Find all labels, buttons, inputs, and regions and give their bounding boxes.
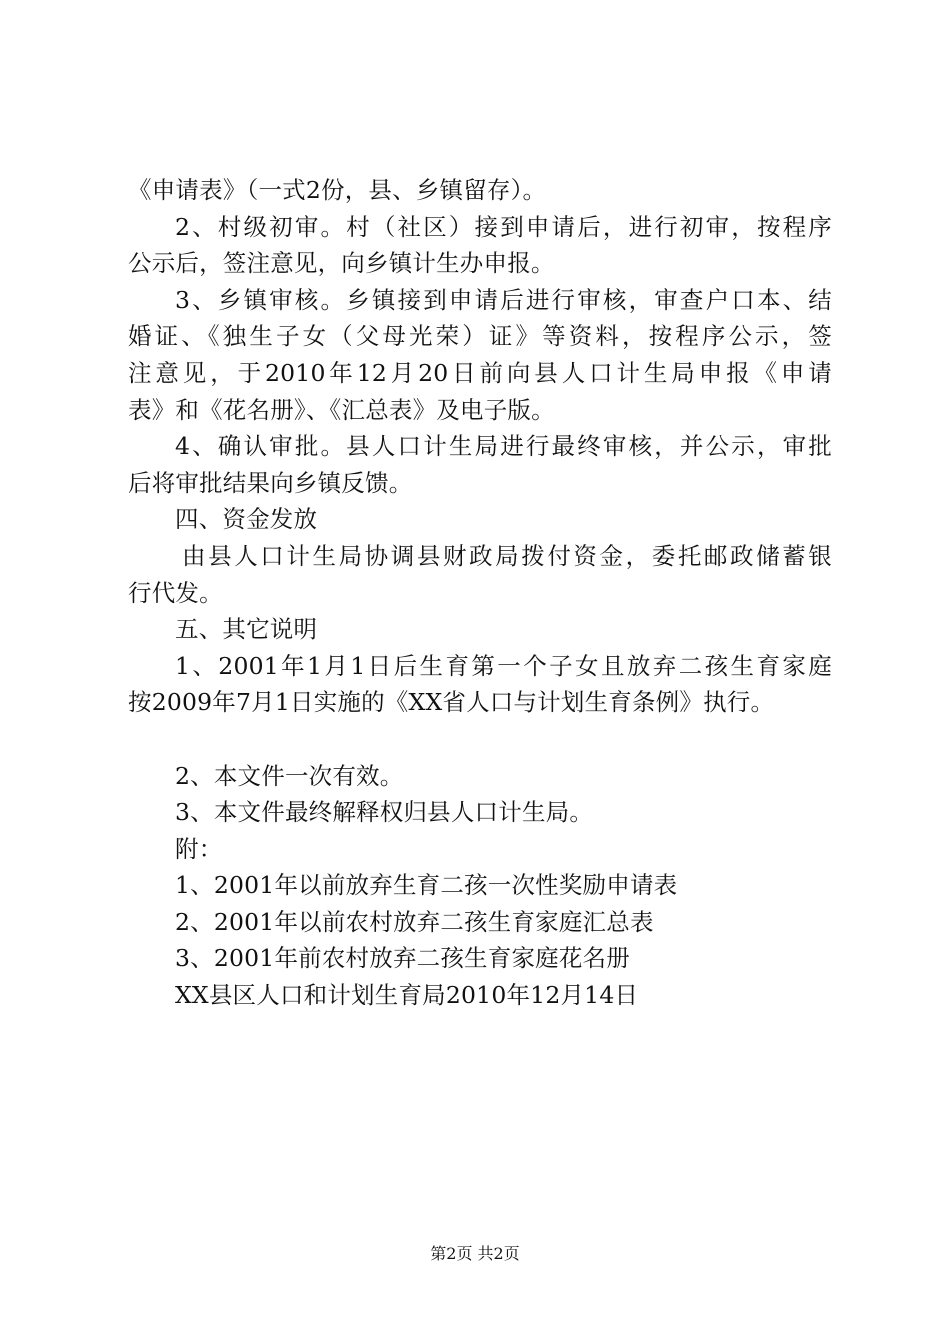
section-heading: 五、其它说明	[175, 615, 318, 644]
attachment-heading: 附：	[175, 834, 223, 863]
list-item: 3、本文件最终解释权归县人口计生局。	[175, 798, 594, 827]
attachment-item: 2、2001年以前农村放弃二孩生育家庭汇总表	[175, 907, 654, 936]
attachment-item: 1、2001年以前放弃生育二孩一次性奖励申请表	[175, 871, 678, 900]
paragraph-line: 2、村级初审。村（社区）接到申请后，进行初审，按程序	[175, 212, 832, 241]
text-line: 《申请表》（一式2份，县、乡镇留存）。	[128, 176, 547, 204]
paragraph-line: 1、2001年1月1日后生育第一个子女且放弃二孩生育家庭	[175, 651, 832, 680]
paragraph-line: 由县人口计生局协调县财政局拨付资金，委托邮政储蓄银	[182, 541, 832, 570]
attachment-item: 3、2001年前农村放弃二孩生育家庭花名册	[175, 944, 630, 973]
section-heading: 四、资金发放	[175, 505, 318, 534]
text-line: 按2009年7月1日实施的《XX省人口与计划生育条例》执行。	[128, 688, 775, 717]
text-line: 公示后，签注意见，向乡镇计生办申报。	[128, 249, 555, 278]
text-line: 行代发。	[128, 578, 223, 607]
blank-line	[128, 721, 832, 758]
paragraph-line: 3、乡镇审核。乡镇接到申请后进行审核，审查户口本、结	[175, 285, 832, 314]
list-item: 2、本文件一次有效。	[175, 761, 404, 790]
signature-date-line: XX县区人口和计划生育局2010年12月14日	[175, 981, 639, 1010]
paragraph-line: 4、确认审批。县人口计生局进行最终审核，并公示，审批	[175, 432, 832, 461]
text-line: 表》和《花名册》、《汇总表》及电子版。	[128, 395, 555, 424]
paragraph-line: 婚证、《独生子女（父母光荣）证》等资料，按程序公示，签	[128, 322, 832, 351]
document-body	[128, 172, 832, 1014]
text-line: 后将审批结果向乡镇反馈。	[128, 468, 413, 497]
paragraph-line: 注意见，于2010年12月20日前向县人口计生局申报《申请	[128, 358, 832, 387]
page-number-footer: 第2页 共2页	[430, 1244, 520, 1263]
